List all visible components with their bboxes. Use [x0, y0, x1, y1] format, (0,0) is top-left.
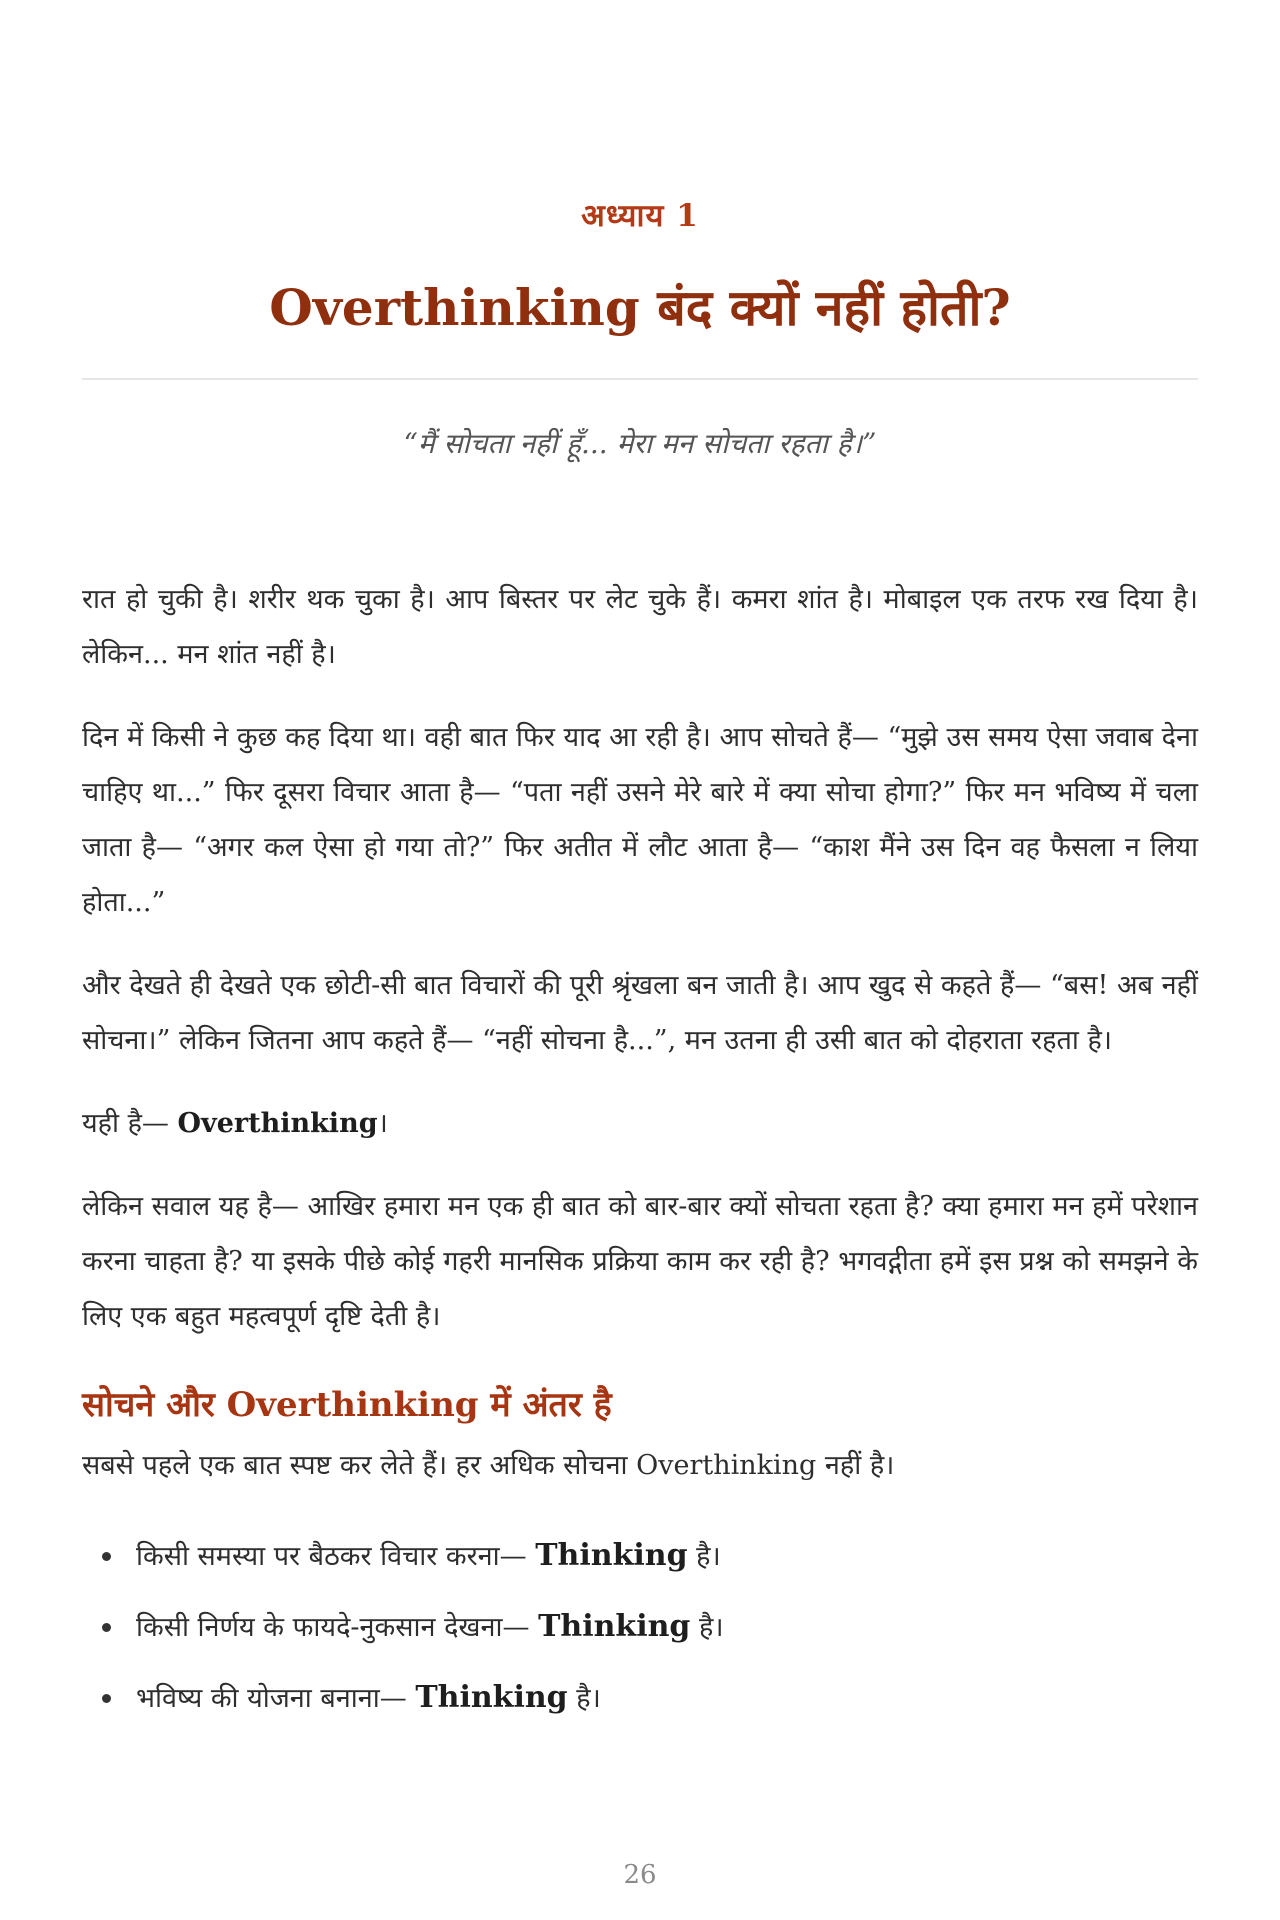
list-item — [96, 1521, 1198, 1592]
definition-term: Overthinking — [177, 1108, 378, 1139]
list-item-suffix: है। — [687, 1541, 721, 1572]
definition-suffix: । — [377, 1108, 388, 1139]
definition-line — [82, 1096, 1198, 1151]
list-item-term: Thinking — [535, 1538, 688, 1573]
paragraph: लेकिन सवाल यह है— आखिर हमारा मन एक ही बात को बार-बार क्यों सोचता रहता है? क्या हमारा मन हमें परेशान करना चाहता है? या इसके पीछे कोई गहरी मानसिक प्रक्रिया काम कर रही है? भगवद्गीता हमें इस प्रश्न को समझने के लिए एक बहुत महत्वपूर्ण दृष्टि देती है। — [82, 1191, 1198, 1332]
paragraph: दिन में किसी ने कुछ कह दिया था। वही बात फिर याद आ रही है। आप सोचते हैं— “मुझे उस समय ऐसा जवाब देना चाहिए था...” फिर दूसरा विचार आता है— “पता नहीं उसने मेरे बारे में क्या सोचा होगा?” फिर मन भविष्य में चला जाता है— “अगर कल ऐसा हो गया तो?” फिर अतीत में लौट आता है— “काश मैंने उस दिन वह फैसला न लिया होता...” — [82, 722, 1198, 918]
paragraph: और देखते ही देखते एक छोटी-सी बात विचारों की पूरी श्रृंखला बन जाती है। आप खुद से कहते हैं— “बस! अब नहीं सोचना।” लेकिन जितना आप कहते हैं— “नहीं सोचना है...”, मन उतना ही उसी बात को दोहराता रहता है। — [82, 970, 1198, 1056]
section-intro: सबसे पहले एक बात स्पष्ट कर लेते हैं। हर अधिक सोचना Overthinking नहीं है। — [82, 1450, 895, 1481]
list-item-text: किसी निर्णय के फायदे-नुकसान देखना— — [136, 1612, 539, 1643]
chapter-label: अध्याय 1 — [581, 198, 699, 234]
chapter-title: Overthinking बंद क्यों नहीं होती? — [269, 278, 1011, 337]
list-item-suffix: है। — [690, 1612, 724, 1643]
list-item-text: भविष्य की योजना बनाना— — [136, 1683, 416, 1714]
list-item-suffix: है। — [567, 1683, 601, 1714]
title-divider — [82, 378, 1198, 380]
bullet-dot-icon — [102, 1694, 111, 1703]
definition-prefix: यही है— — [82, 1108, 178, 1139]
bullet-list — [82, 1521, 1198, 1734]
list-item — [96, 1663, 1198, 1734]
epigraph-quote: “मैं सोचता नहीं हूँ... मेरा मन सोचता रहता है।” — [403, 427, 877, 460]
list-item-text: किसी समस्या पर बैठकर विचार करना— — [136, 1541, 536, 1572]
bullet-dot-icon — [102, 1623, 111, 1632]
list-item — [96, 1592, 1198, 1663]
page-number: 26 — [623, 1860, 657, 1890]
list-item-term: Thinking — [538, 1609, 691, 1644]
paragraph: रात हो चुकी है। शरीर थक चुका है। आप बिस्तर पर लेट चुके हैं। कमरा शांत है। मोबाइल एक तरफ रख दिया है। लेकिन... मन शांत नहीं है। — [82, 584, 1198, 670]
list-item-term: Thinking — [415, 1680, 568, 1715]
section-heading: सोचने और Overthinking में अंतर है — [82, 1385, 612, 1425]
body-text — [82, 572, 1198, 1734]
bullet-dot-icon — [102, 1552, 111, 1561]
